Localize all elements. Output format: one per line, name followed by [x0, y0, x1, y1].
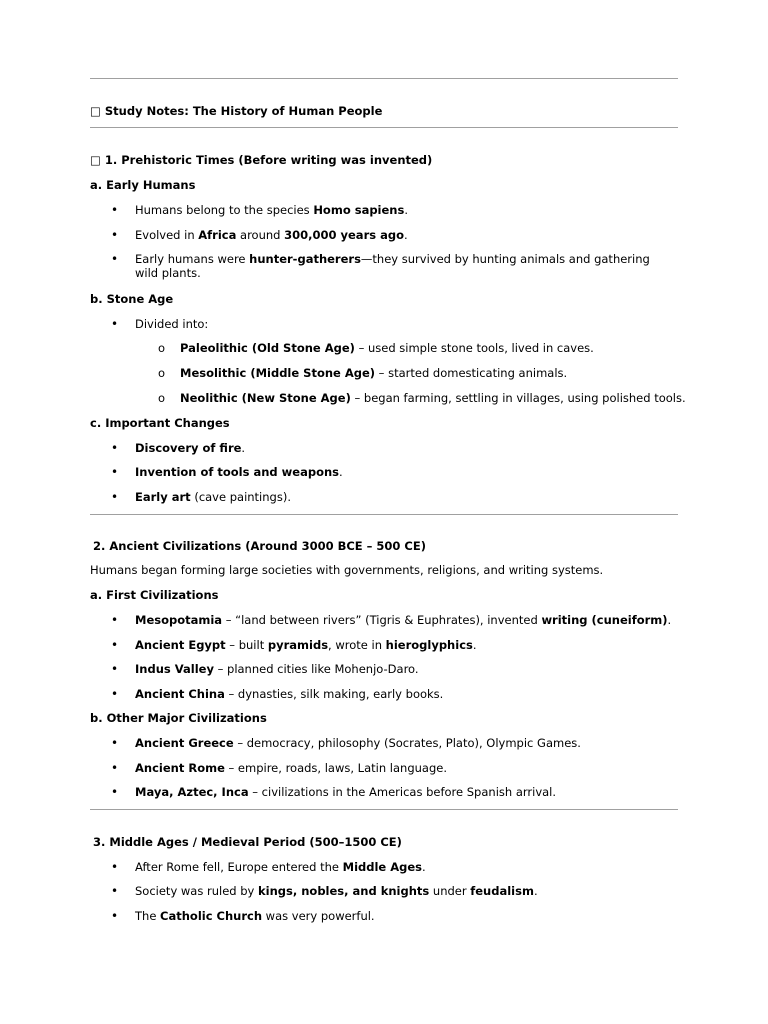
bullet-icon: •	[111, 203, 119, 217]
subsection-heading: a. First Civilizations	[90, 588, 219, 602]
bullet-icon: •	[111, 884, 119, 898]
subsection-heading: a. Early Humans	[90, 178, 196, 192]
subsection-heading: c. Important Changes	[90, 416, 230, 430]
list-item: After Rome fell, Europe entered the Middle Ages.	[135, 860, 426, 874]
sub-bullet-icon: o	[158, 391, 166, 405]
section-2-heading: 2. Ancient Civilizations (Around 3000 BCE – 500 CE)	[93, 539, 426, 553]
bullet-icon: •	[111, 736, 119, 750]
list-item: Ancient Egypt – built pyramids, wrote in hieroglyphics.	[135, 638, 477, 652]
bullet-icon: •	[111, 228, 119, 242]
bullet-icon: •	[111, 909, 119, 923]
section-intro: Humans began forming large societies with governments, religions, and writing systems.	[90, 563, 604, 577]
list-item: Humans belong to the species Homo sapiens.	[135, 203, 408, 217]
section-1-heading: □ 1. Prehistoric Times (Before writing was invented)	[90, 153, 433, 167]
list-item: Evolved in Africa around 300,000 years ago.	[135, 228, 408, 242]
horizontal-rule	[90, 127, 678, 128]
list-item: The Catholic Church was very powerful.	[135, 909, 375, 923]
sub-list-item: Mesolithic (Middle Stone Age) – started domesticating animals.	[180, 366, 568, 380]
bullet-icon: •	[111, 465, 119, 479]
sub-list-item: Neolithic (New Stone Age) – began farming, settling in villages, using polished tools.	[180, 391, 686, 405]
bullet-icon: •	[111, 687, 119, 701]
bullet-icon: •	[111, 785, 119, 799]
list-item: Maya, Aztec, Inca – civilizations in the Americas before Spanish arrival.	[135, 785, 557, 799]
bullet-icon: •	[111, 860, 119, 874]
list-item: Mesopotamia – “land between rivers” (Tigris & Euphrates), invented writing (cuneiform).	[135, 613, 672, 627]
list-item: Early art (cave paintings).	[135, 490, 291, 504]
doc-title: □ Study Notes: The History of Human People	[90, 104, 383, 118]
sub-list-item: Paleolithic (Old Stone Age) – used simple stone tools, lived in caves.	[180, 341, 594, 355]
bullet-icon: •	[111, 490, 119, 504]
horizontal-rule	[90, 78, 678, 79]
bullet-icon: •	[111, 441, 119, 455]
list-item: Ancient Rome – empire, roads, laws, Latin language.	[135, 761, 447, 775]
bullet-icon: •	[111, 761, 119, 775]
list-item: Society was ruled by kings, nobles, and knights under feudalism.	[135, 884, 538, 898]
horizontal-rule	[90, 514, 678, 515]
bullet-icon: •	[111, 252, 119, 266]
list-item: Early humans were hunter-gatherers—they survived by hunting animals and gathering wild plants.	[135, 252, 650, 281]
sub-bullet-icon: o	[158, 341, 166, 355]
horizontal-rule	[90, 809, 678, 810]
list-item: Indus Valley – planned cities like Mohenjo-Daro.	[135, 662, 419, 676]
subsection-heading: b. Other Major Civilizations	[90, 711, 267, 725]
subsection-heading: b. Stone Age	[90, 292, 174, 306]
list-item: Ancient China – dynasties, silk making, early books.	[135, 687, 444, 701]
list-item: Divided into:	[135, 317, 209, 331]
sub-bullet-icon: o	[158, 366, 166, 380]
bullet-icon: •	[111, 662, 119, 676]
bullet-icon: •	[111, 317, 119, 331]
section-3-heading: 3. Middle Ages / Medieval Period (500–1500 CE)	[93, 835, 402, 849]
bullet-icon: •	[111, 638, 119, 652]
list-item: Ancient Greece – democracy, philosophy (Socrates, Plato), Olympic Games.	[135, 736, 581, 750]
list-item: Discovery of fire.	[135, 441, 246, 455]
list-item: Invention of tools and weapons.	[135, 465, 343, 479]
bullet-icon: •	[111, 613, 119, 627]
